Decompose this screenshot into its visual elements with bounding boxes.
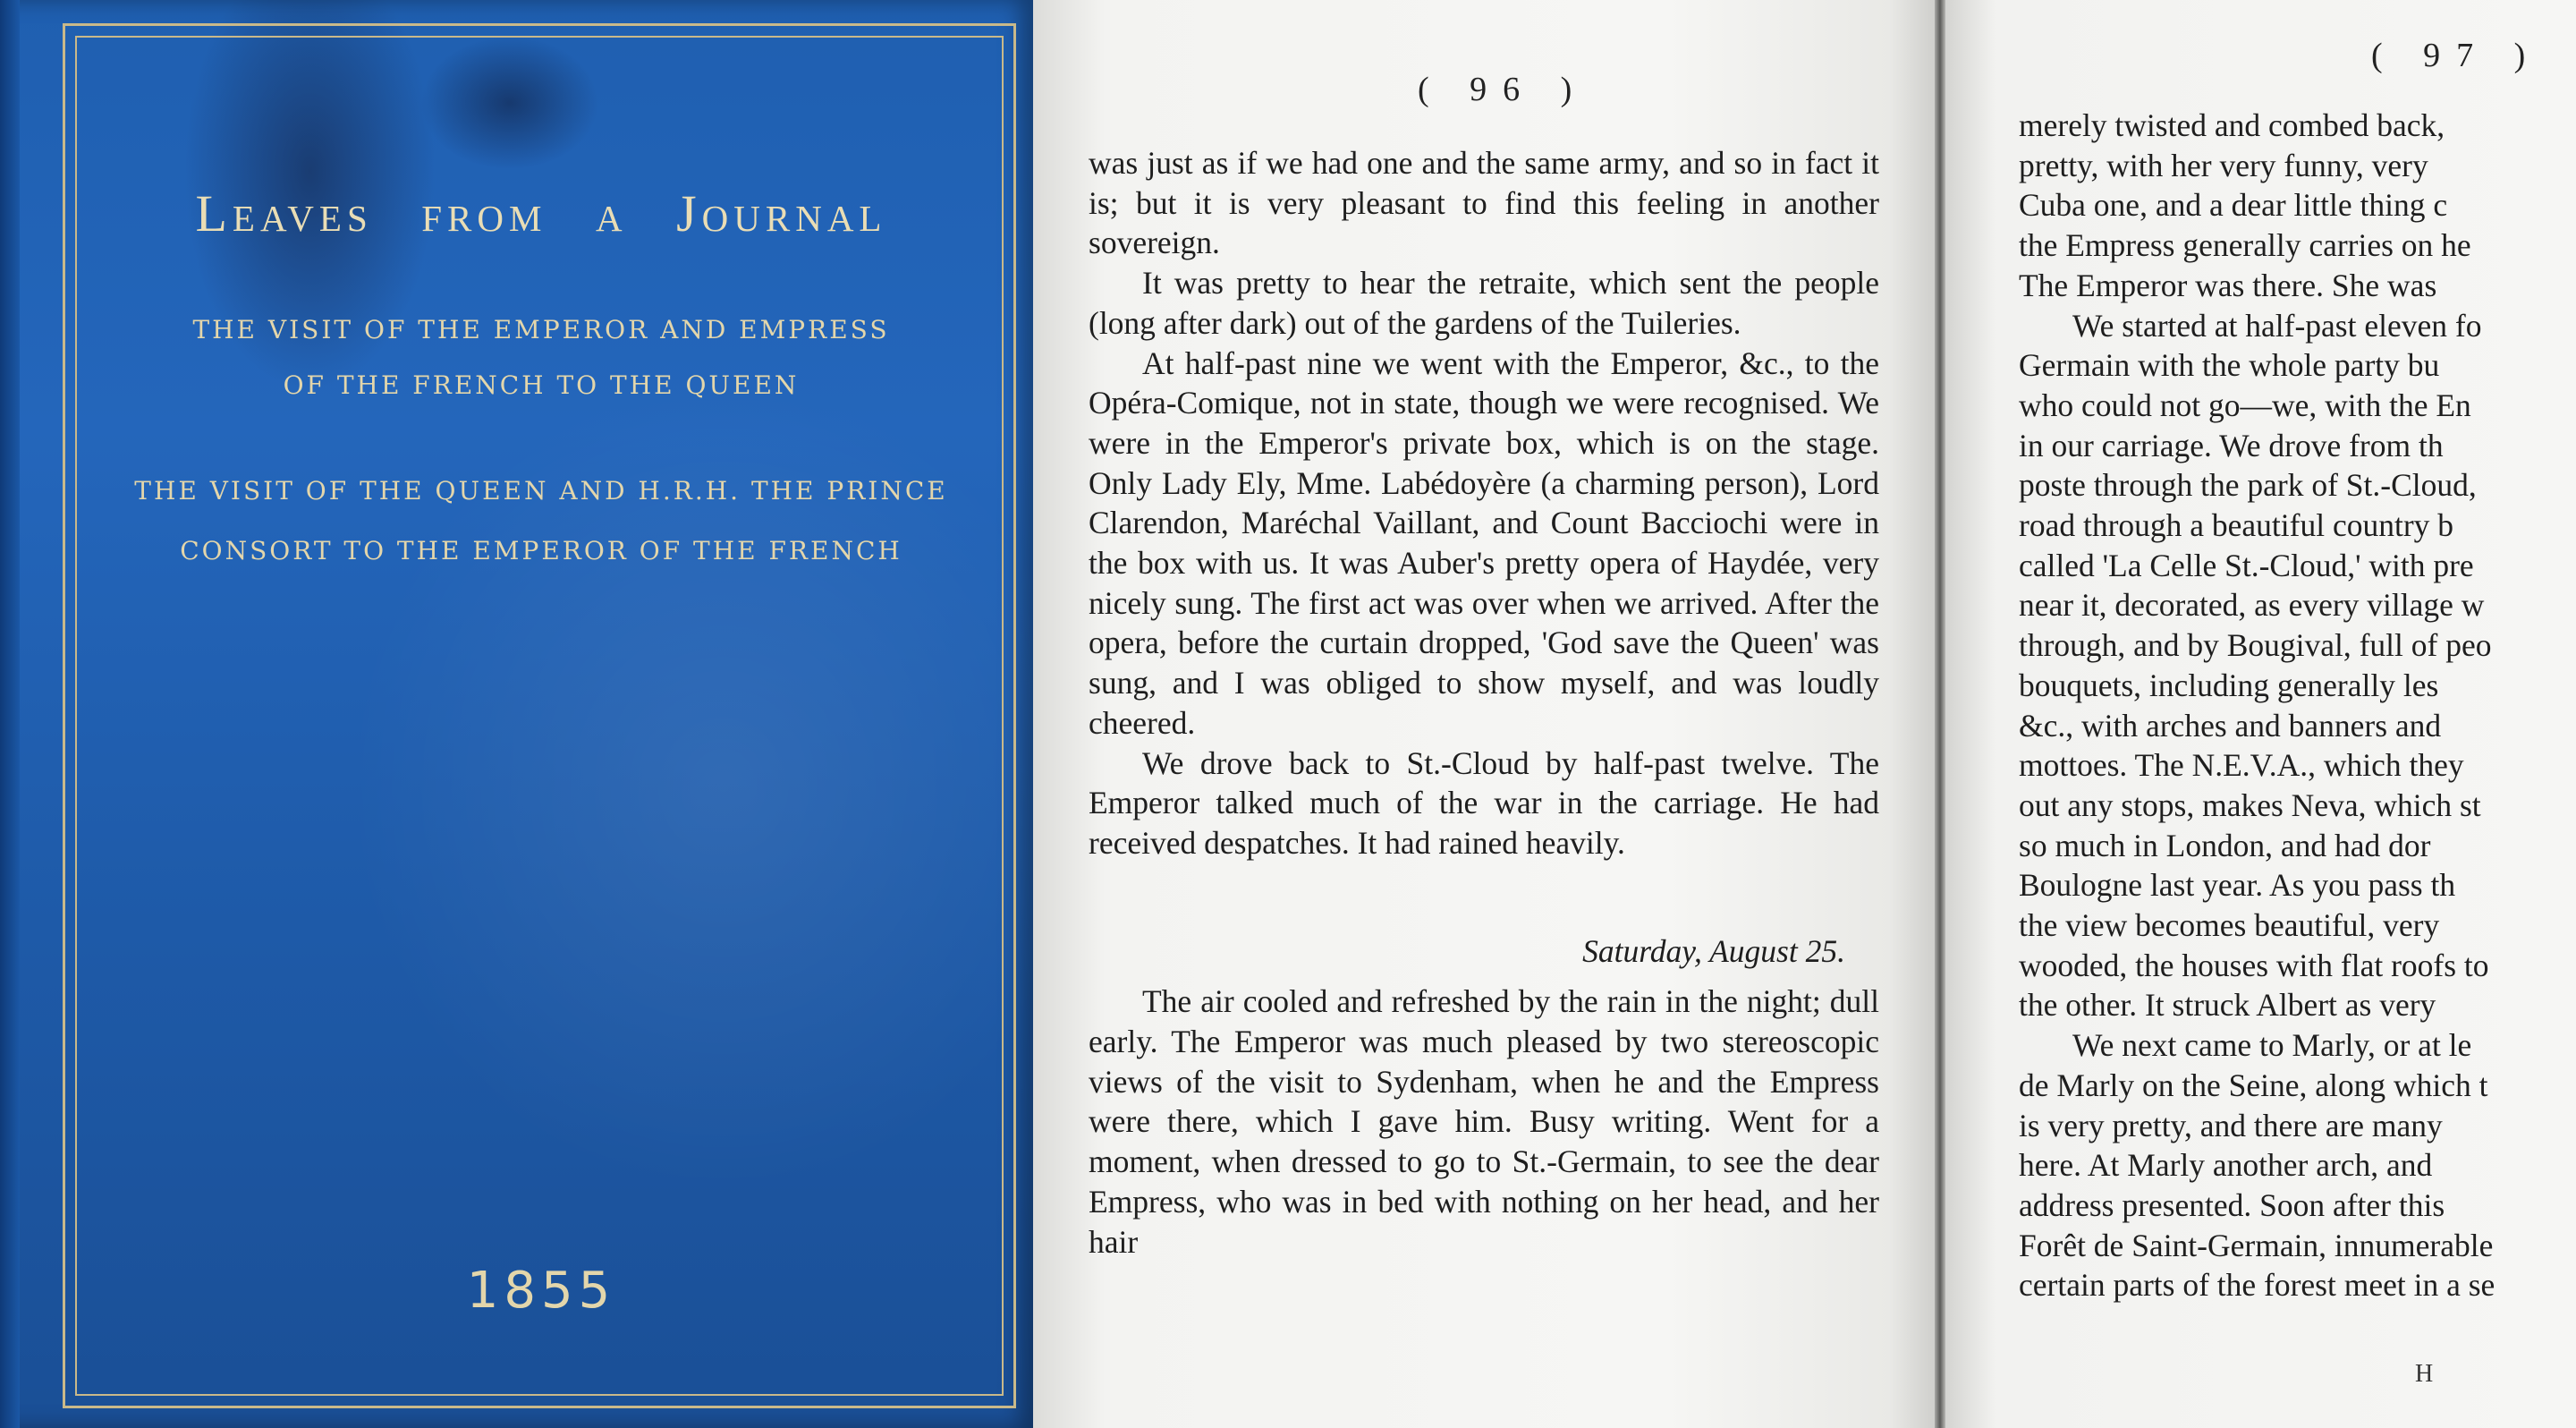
cover-title: Leaves from a Journal (195, 184, 887, 242)
book-gutter (1935, 0, 1945, 1428)
page-97 (1945, 0, 2576, 1428)
text-line: mottoes. The N.E.V.A., which they (2019, 747, 2464, 784)
text-line: merely twisted and combed back, (2019, 107, 2445, 143)
text-line: Cuba one, and a dear little thing c (2019, 187, 2448, 224)
text-line: We started at half-past eleven fo (2072, 307, 2482, 344)
text-line: Forêt de Saint-Germain, innumerable (2019, 1227, 2494, 1263)
book-cover (0, 0, 1033, 1428)
text-line: the other. It struck Albert as very (2019, 987, 2436, 1024)
text-line: here. At Marly another arch, and (2019, 1147, 2433, 1184)
cover-subtitle-2-line-1: THE VISIT OF THE QUEEN AND H.R.H. THE PRINCE (134, 476, 948, 506)
text-line: road through a beautiful country b (2019, 507, 2454, 544)
paragraph: We drove back to St.-Cloud by half-past twelve. The Emperor talked much of the war in the carriage. He had received despatches. It had rained heavily. (1089, 744, 1879, 861)
text-line: through, and by Bougival, full of peo (2019, 627, 2492, 664)
text-line: who could not go—we, with the En (2019, 387, 2471, 423)
text-line: &c., with arches and banners and (2019, 707, 2442, 744)
text-line: bouquets, including generally les (2019, 667, 2439, 703)
signature-mark: H (2415, 1360, 2434, 1388)
page-number: ( 97 ) (2371, 37, 2542, 74)
text-line: Germain with the whole party bu (2019, 347, 2440, 384)
page-96 (1033, 0, 1935, 1428)
text-line: certain parts of the forest meet in a se (2019, 1267, 2496, 1304)
text-line: Boulogne last year. As you pass th (2019, 867, 2456, 904)
page-number: ( 96 ) (1418, 71, 1589, 108)
text-line: so much in London, and had dor (2019, 827, 2431, 863)
text-line: We next came to Marly, or at le (2072, 1027, 2472, 1064)
text-line: the Empress generally carries on he (2019, 227, 2471, 264)
text-line: pretty, with her very funny, very (2019, 147, 2428, 183)
text-line: wooded, the houses with flat roofs to (2019, 947, 2489, 983)
text-line: in our carriage. We drove from th (2019, 427, 2444, 463)
text-line: called 'La Celle St.-Cloud,' with pre (2019, 547, 2474, 583)
page-96-body (1089, 143, 1879, 1262)
page-97-body (2019, 106, 2576, 1305)
paragraph: At half-past nine we went with the Emperor, &c., to the Opéra-Comique, not in state, though we were recognised. We were in the Emperor's private box, which is on the stage. Only Lady Ely, Mme. Labédoyère (a charming person), Lord Clarendon, Maréchal Vaillant, and Count Bacciochi were in the box with us. It was Auber's pretty opera of Haydée, very nicely sung. The first act was over when we arrived. After the opera, before the curtain dropped, 'God save the Queen' was sung, and I was obliged to show myself, and was loudly cheered. (1089, 344, 1879, 741)
text-line: address presented. Soon after this (2019, 1186, 2445, 1223)
cover-year: 1855 (466, 1262, 616, 1320)
paragraph: was just as if we had one and the same army, and so in fact it is; but it is very pleasant to find this feeling in another sovereign. (1089, 145, 1879, 261)
text-line: is very pretty, and there are many (2019, 1107, 2443, 1143)
cover-subtitle-2-line-2: CONSORT TO THE EMPEROR OF THE FRENCH (180, 536, 902, 565)
book-spine (0, 0, 20, 1428)
text-line: de Marly on the Seine, along which t (2019, 1067, 2488, 1103)
paragraph: The air cooled and refreshed by the rain in the night; dull early. The Emperor was much pleased by two stereoscopic views of the visit to Sydenham, when he and the Empress were there, which I gave him. Busy writing. Went for a moment, when dressed to go to St.-Germain, to see the dear Empress, who was in bed with nothing on her head, and her hair (1089, 983, 1879, 1260)
paragraph: It was pretty to hear the retraite, which sent the people (long after dark) out of the gardens of the Tuileries. (1089, 265, 1879, 341)
text-line: near it, decorated, as every village w (2019, 587, 2485, 624)
text-line: The Emperor was there. She was (2019, 267, 2437, 303)
text-line: out any stops, makes Neva, which st (2019, 786, 2481, 823)
cover-subtitle-1-line-1: THE VISIT OF THE EMPEROR AND EMPRESS (192, 315, 890, 344)
text-line: the view becomes beautiful, very (2019, 907, 2440, 944)
cover-subtitle-1-line-2: OF THE FRENCH TO THE QUEEN (283, 370, 800, 400)
text-line: poste through the park of St.-Cloud, (2019, 467, 2477, 504)
date-heading: Saturday, August 25. (1582, 932, 1845, 969)
